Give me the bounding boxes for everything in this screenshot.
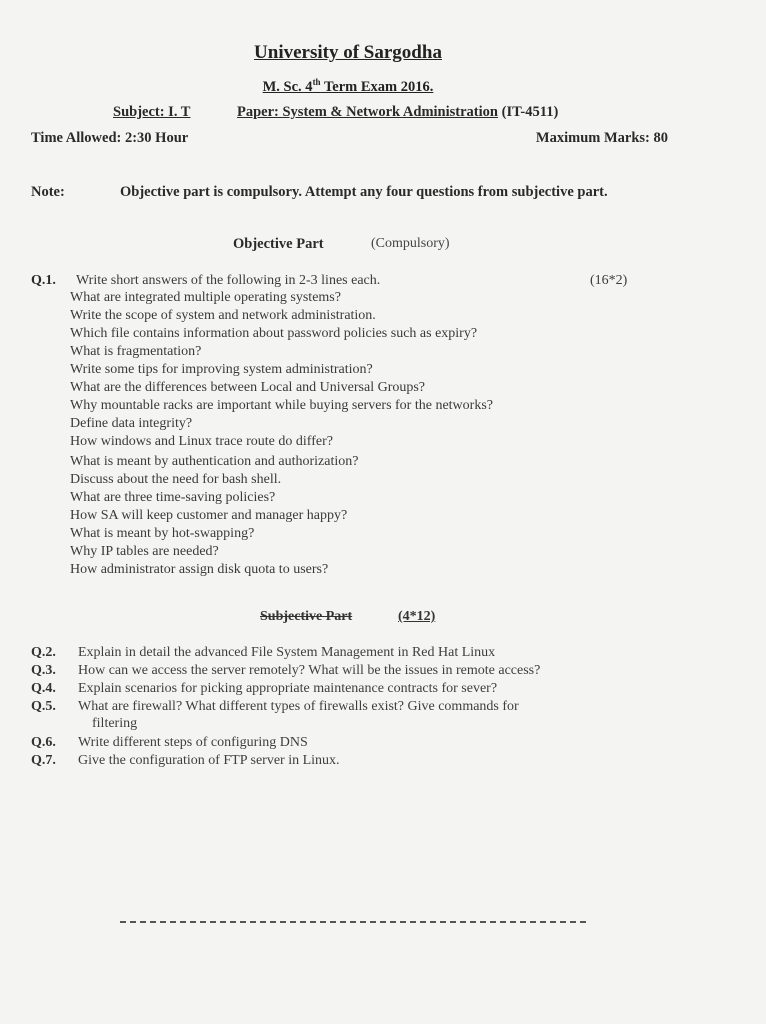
paper-name: Paper: System & Network Administration <box>237 104 498 120</box>
question-label: Q.2. <box>31 645 56 660</box>
item-text: What is fragmentation? <box>70 344 202 359</box>
paper-code: (IT-4511) <box>497 104 559 120</box>
question-label: Q.7. <box>31 753 56 768</box>
maximum-marks: Maximum Marks: 80 <box>535 130 668 146</box>
objective-part-title: Objective Part <box>233 236 324 252</box>
exam-suffix: Term Exam 2016. <box>320 78 434 95</box>
question-text: How can we access the server remotely? What will be the issues in remote access? <box>78 663 541 678</box>
question-text: Write different steps of configuring DNS <box>78 735 308 750</box>
item-text: What is meant by authentication and authorization? <box>70 454 359 469</box>
question-text: Explain scenarios for picking appropriate maintenance contracts for sever? <box>78 681 498 696</box>
subjective-part-marks: (4*12) <box>398 609 436 624</box>
subjective-part-title: Subjective Part <box>260 609 353 624</box>
item-text: Define data integrity? <box>70 416 193 431</box>
item-text: Which file contains information about password policies such as expiry? <box>70 326 478 341</box>
question-label: Q.3. <box>31 663 56 678</box>
question-text: Explain in detail the advanced File System Management in Red Hat Linux <box>78 645 496 660</box>
university-title: University of Sargodha <box>254 42 442 63</box>
note-label: Note: <box>31 184 65 200</box>
question-label: Q.5. <box>31 699 56 714</box>
item-text: Why mountable racks are important while buying servers for the networks? <box>70 398 493 413</box>
question-text: Write short answers of the following in 2-3 lines each. <box>76 273 381 288</box>
question-text: What are firewall? What different types of firewalls exist? Give commands for <box>78 699 519 714</box>
exam-title <box>0 77 696 96</box>
question-text: Give the configuration of FTP server in Linux. <box>78 753 340 768</box>
item-text: Write the scope of system and network administration. <box>70 308 376 323</box>
question-label: Q.1. <box>31 273 56 288</box>
time-allowed: Time Allowed: 2:30 Hour <box>31 130 189 146</box>
question-marks: (16*2) <box>590 273 628 288</box>
exam-prefix: M. Sc. 4 <box>262 78 313 95</box>
item-text: What are three time-saving policies? <box>70 490 276 505</box>
note-text: Objective part is compulsory. Attempt any four questions from subjective part. <box>120 184 608 200</box>
item-text: Why IP tables are needed? <box>70 544 219 559</box>
footer-divider <box>120 921 586 923</box>
exam-ordinal: th <box>312 77 321 87</box>
item-text: What are the differences between Local and Universal Groups? <box>70 380 426 395</box>
item-text: How SA will keep customer and manager happy? <box>70 508 348 523</box>
item-text: What is meant by hot-swapping? <box>70 526 255 541</box>
question-text-continued: filtering <box>92 716 138 731</box>
item-text: How administrator assign disk quota to users? <box>70 562 329 577</box>
question-label: Q.4. <box>31 681 56 696</box>
item-text: Discuss about the need for bash shell. <box>70 472 282 487</box>
item-text: Write some tips for improving system administration? <box>70 362 373 377</box>
objective-part-subtitle: (Compulsory) <box>371 236 450 251</box>
paper-title <box>237 104 558 121</box>
question-label: Q.6. <box>31 735 56 750</box>
subject-label: Subject: I. T <box>113 104 191 120</box>
item-text: What are integrated multiple operating systems? <box>70 290 341 305</box>
item-text: How windows and Linux trace route do differ? <box>70 434 333 449</box>
